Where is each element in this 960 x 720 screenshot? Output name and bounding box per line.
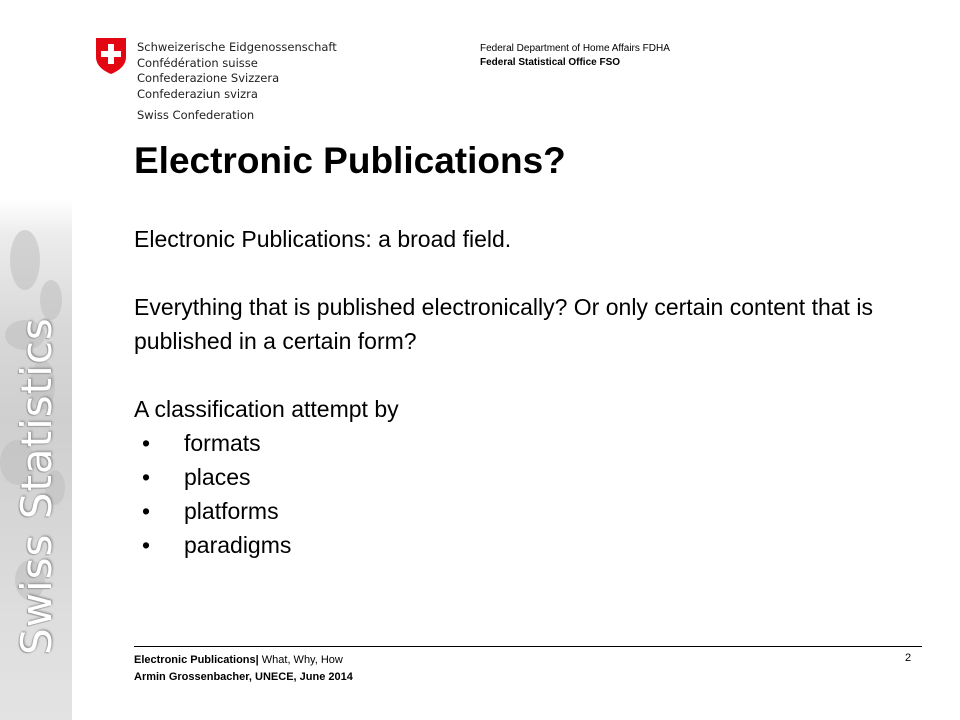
swiss-confederation-label: Swiss Confederation xyxy=(137,108,255,122)
list-item: • platforms xyxy=(134,494,894,528)
footer-subtitle: What, Why, How xyxy=(258,654,343,666)
bullet-icon: • xyxy=(142,498,151,524)
confederation-languages xyxy=(137,40,337,102)
footer-divider xyxy=(134,646,922,647)
office-name: Federal Statistical Office FSO xyxy=(480,57,621,68)
swiss-statistics-wordmark: Swiss Statistics xyxy=(12,317,61,655)
bullet-icon: • xyxy=(142,532,151,558)
language-french: Confédération suisse xyxy=(137,55,258,70)
page-number: 2 xyxy=(905,652,912,664)
classification-list xyxy=(134,426,894,562)
side-photo-strip xyxy=(0,0,72,720)
bullet-icon: • xyxy=(142,464,151,490)
language-german: Schweizerische Eidgenossenschaft xyxy=(137,40,337,54)
list-item: • places xyxy=(134,460,894,494)
slide-title: Electronic Publications? xyxy=(134,140,566,181)
classification-intro: A classification attempt by xyxy=(134,396,399,422)
language-romansh: Confederaziun svizra xyxy=(137,86,258,101)
footer-info xyxy=(134,652,353,686)
question-paragraph: Everything that is published electronically? Or only certain content that is published in a certain form? xyxy=(134,294,873,354)
slide-content xyxy=(134,222,894,562)
footer-title: Electronic Publications| xyxy=(134,654,259,666)
department-block xyxy=(480,42,670,70)
department-name: Federal Department of Home Affairs FDHA xyxy=(480,43,670,54)
language-italian: Confederazione Svizzera xyxy=(137,71,280,85)
list-item: • paradigms xyxy=(134,528,894,562)
list-item: • formats xyxy=(134,426,894,460)
intro-line: Electronic Publications: a broad field. xyxy=(134,226,512,252)
footer-author: Armin Grossenbacher, UNECE, June 2014 xyxy=(134,671,353,683)
swiss-cross-icon xyxy=(94,37,128,75)
bullet-icon: • xyxy=(142,430,151,456)
